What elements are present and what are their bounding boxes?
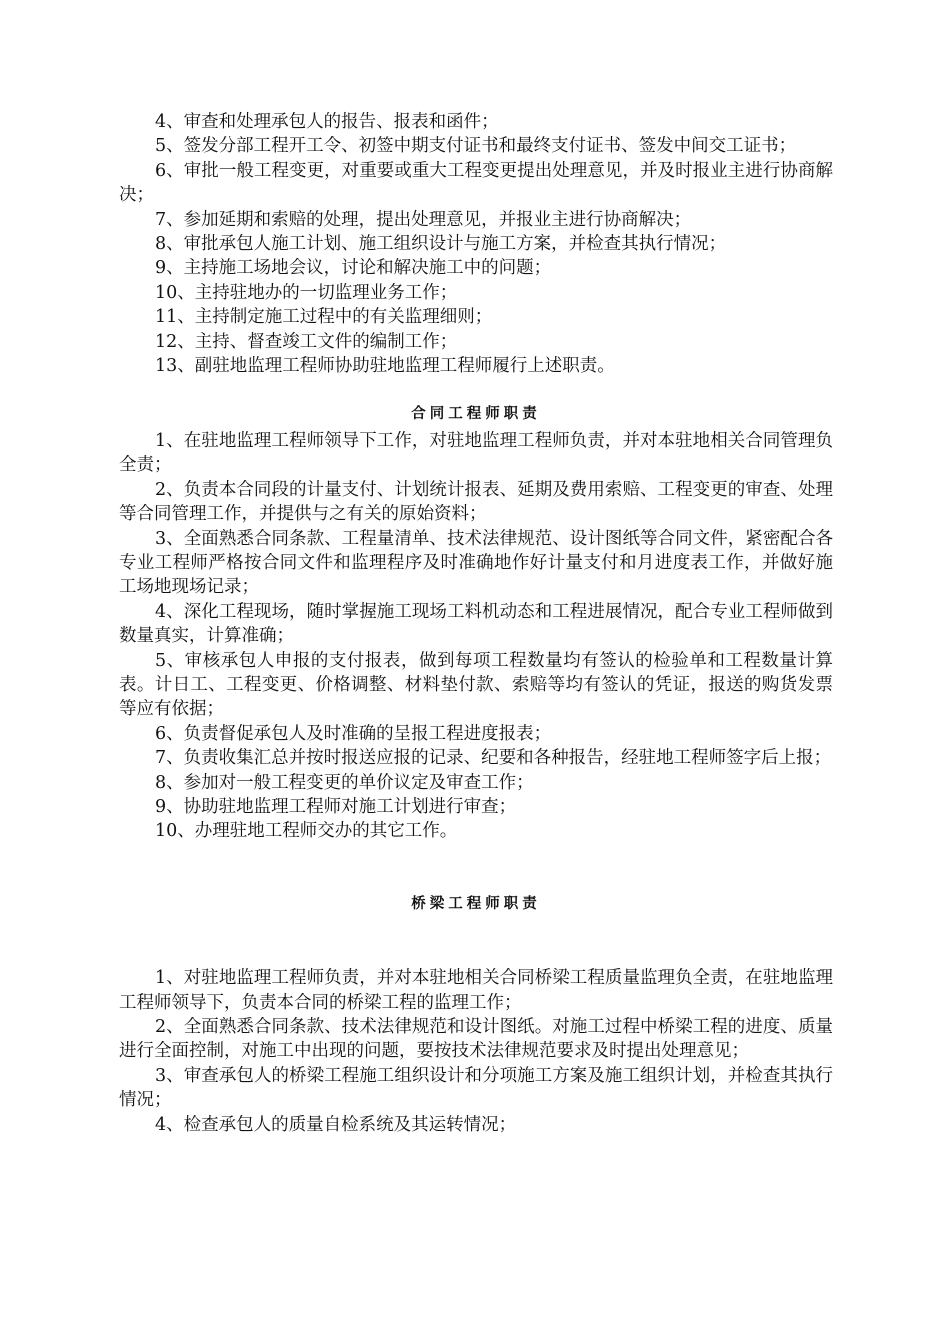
duty-item: 3、全面熟悉合同条款、工程量清单、技术法律规范、设计图纸等合同文件，紧密配合各专业工程师严格按合同文件和监理程序及时准确地作好计量支付和月进度表工作，并做好施工场地现场记录； bbox=[119, 528, 833, 598]
duty-item: 4、审查和处理承包人的报告、报表和函件； bbox=[155, 112, 499, 132]
duty-item: 8、审批承包人施工计划、施工组织设计与施工方案，并检查其执行情况； bbox=[155, 234, 727, 255]
section-general-duties bbox=[119, 110, 833, 378]
duty-item: 3、审查承包人的桥梁工程施工组织设计和分项施工方案及施工组织计划，并检查其执行情况； bbox=[119, 1065, 833, 1111]
duty-item: 5、签发分部工程开工令、初签中期支付证书和最终支付证书、签发中间交工证书； bbox=[155, 136, 797, 157]
duty-item: 6、审批一般工程变更，对重要或重大工程变更提出处理意见，并及时报业主进行协商解决； bbox=[119, 160, 833, 206]
section-contract-engineer bbox=[119, 429, 833, 844]
document-page bbox=[119, 110, 833, 1137]
duty-item: 8、参加对一般工程变更的单价议定及审查工作； bbox=[155, 772, 534, 793]
duty-item: 13、副驻地监理工程师协助驻地监理工程师履行上述职责。 bbox=[155, 356, 615, 377]
duty-item: 1、对驻地监理工程师负责，并对本驻地相关合同桥梁工程质量监理负全责，在驻地监理工程师领导下，负责本合同的桥梁工程的监理工作； bbox=[119, 968, 833, 1013]
duty-item: 2、全面熟悉合同条款、技术法律规范和设计图纸。对施工过程中桥梁工程的进度、质量进行全面控制，对施工中出现的问题，要按技术法律规范要求及时提出处理意见； bbox=[119, 1017, 833, 1062]
duty-item: 1、在驻地监理工程师领导下工作，对驻地监理工程师负责，并对本驻地相关合同管理负全责； bbox=[119, 430, 833, 476]
contract-engineer-heading: 合同工程师职责 bbox=[411, 405, 541, 423]
section-bridge-engineer bbox=[119, 966, 833, 1137]
duty-item: 10、主持驻地办的一切监理业务工作； bbox=[155, 282, 458, 303]
duty-item: 9、主持施工场地会议，讨论和解决施工中的问题； bbox=[155, 258, 552, 279]
bridge-engineer-heading: 桥梁工程师职责 bbox=[411, 894, 541, 912]
duty-item: 5、审核承包人申报的支付报表，做到每项工程数量均有签认的检验单和工程数量计算表。计日工、工程变更、价格调整、材料垫付款、索赔等均有签认的凭证，报送的购货发票等应有依据； bbox=[119, 650, 833, 720]
duty-item: 7、参加延期和索赔的处理，提出处理意见，并报业主进行协商解决； bbox=[155, 209, 692, 230]
duty-item: 12、主持、督查竣工文件的编制工作； bbox=[155, 331, 458, 352]
duty-item: 6、负责督促承包人及时准确的呈报工程进度报表； bbox=[155, 723, 552, 744]
duty-item: 9、协助驻地监理工程师对施工计划进行审查； bbox=[155, 796, 517, 817]
duty-item: 10、办理驻地工程师交办的其它工作。 bbox=[155, 821, 458, 842]
duty-item: 7、负责收集汇总并按时报送应报的记录、纪要和各种报告，经驻地工程师签字后上报； bbox=[155, 748, 832, 769]
duty-item: 11、主持制定施工过程中的有关监理细则； bbox=[155, 307, 493, 328]
duty-item: 2、负责本合同段的计量支付、计划统计报表、延期及费用索赔、工程变更的审查、处理等合同管理工作，并提供与之有关的原始资料； bbox=[119, 479, 833, 525]
duty-item: 4、深化工程现场，随时掌握施工现场工料机动态和工程进展情况，配合专业工程师做到数量真实，计算准确； bbox=[119, 601, 833, 647]
duty-item: 4、检查承包人的质量自检系统及其运转情况； bbox=[155, 1114, 517, 1135]
